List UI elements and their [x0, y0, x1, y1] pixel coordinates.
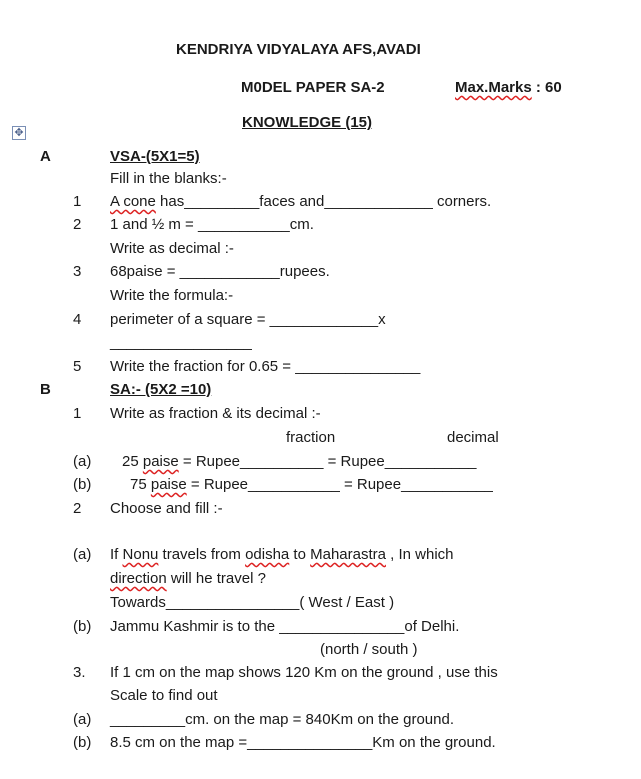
- question-a4-line2: _________________: [110, 334, 252, 351]
- question-b2a: [110, 546, 454, 564]
- question-b2a-line3: Towards________________( West / East ): [110, 594, 395, 611]
- instruction-decimal: Write as decimal :-: [110, 240, 234, 257]
- question-number: 1: [73, 405, 82, 422]
- question-b2b: Jammu Kashmir is to the _______________of Delhi.: [110, 618, 460, 635]
- question-b1: Write as fraction & its decimal :-: [110, 405, 321, 422]
- section-title: KNOWLEDGE (15): [242, 114, 373, 131]
- question-b3b: 8.5 cm on the map =_______________Km on the ground.: [110, 734, 496, 751]
- section-b-heading: SA:- (5X2 =10): [110, 381, 212, 398]
- instruction-formula: Write the formula:-: [110, 287, 234, 304]
- amount: 75: [130, 476, 147, 493]
- text-fragment: If: [110, 546, 123, 563]
- instruction-fill-blanks: Fill in the blanks:-: [110, 170, 227, 187]
- sub-label: (a): [73, 453, 92, 470]
- question-b3-line2: Scale to find out: [110, 687, 218, 704]
- question-a4: perimeter of a square = _____________x: [110, 311, 386, 328]
- question-number: 4: [73, 311, 82, 328]
- question-b3: If 1 cm on the map shows 120 Km on the ground , use this: [110, 664, 498, 681]
- school-title: KENDRIYA VIDYALAYA AFS,AVADI: [176, 41, 421, 58]
- section-b-label: B: [40, 381, 51, 398]
- sub-label: (b): [73, 476, 92, 493]
- question-b1a-rest: = Rupee__________ = Rupee___________: [178, 453, 477, 470]
- question-number: 3.: [73, 664, 86, 681]
- column-decimal: decimal: [447, 429, 499, 446]
- question-b2b-options: (north / south ): [320, 641, 418, 658]
- question-a5: Write the fraction for 0.65 = _______________: [110, 358, 421, 375]
- move-handle-icon[interactable]: ✥: [12, 126, 26, 140]
- amount: 25: [122, 453, 139, 470]
- sub-label: (a): [73, 546, 92, 563]
- question-number: 1: [73, 193, 82, 210]
- column-fraction: fraction: [286, 429, 336, 446]
- question-number: 2: [73, 500, 82, 517]
- question-b2a-line2: [110, 570, 266, 588]
- section-a-label: A: [40, 148, 51, 165]
- question-b2: Choose and fill :-: [110, 500, 223, 517]
- question-a2: 1 and ½ m = ___________cm.: [110, 216, 314, 233]
- question-b1b-rest: = Rupee___________ = Rupee___________: [186, 476, 493, 493]
- text-fragment: will he travel ?: [166, 570, 266, 587]
- place-maharastra: Maharastra: [310, 546, 386, 563]
- name-nonu: Nonu: [122, 546, 159, 563]
- question-b1a: [122, 453, 477, 471]
- word-direction: direction: [110, 570, 167, 587]
- section-a-heading: VSA-(5X1=5): [110, 148, 200, 165]
- paper-title: M0DEL PAPER SA-2: [241, 79, 385, 96]
- question-number: 3: [73, 263, 82, 280]
- question-number: 5: [73, 358, 82, 375]
- text-fragment: travels from: [158, 546, 246, 563]
- sub-label: (a): [73, 711, 92, 728]
- question-a1-rest: has_________faces and_____________ corners.: [155, 193, 492, 210]
- question-a3: 68paise = ____________rupees.: [110, 263, 330, 280]
- max-marks-word: Max.Marks: [455, 79, 532, 96]
- question-b1b: [130, 476, 493, 494]
- unit-paise: paise: [150, 476, 187, 493]
- question-a1: [110, 193, 491, 211]
- question-a1-lead: A cone: [110, 193, 156, 210]
- place-odisha: odisha: [245, 546, 290, 563]
- max-marks-value: : 60: [531, 79, 562, 96]
- question-b3a: _________cm. on the map = 840Km on the ground.: [110, 711, 454, 728]
- text-fragment: , In which: [386, 546, 454, 563]
- unit-paise: paise: [142, 453, 179, 470]
- question-number: 2: [73, 216, 82, 233]
- text-fragment: to: [289, 546, 311, 563]
- max-marks: [455, 79, 562, 97]
- sub-label: (b): [73, 618, 92, 635]
- sub-label: (b): [73, 734, 92, 751]
